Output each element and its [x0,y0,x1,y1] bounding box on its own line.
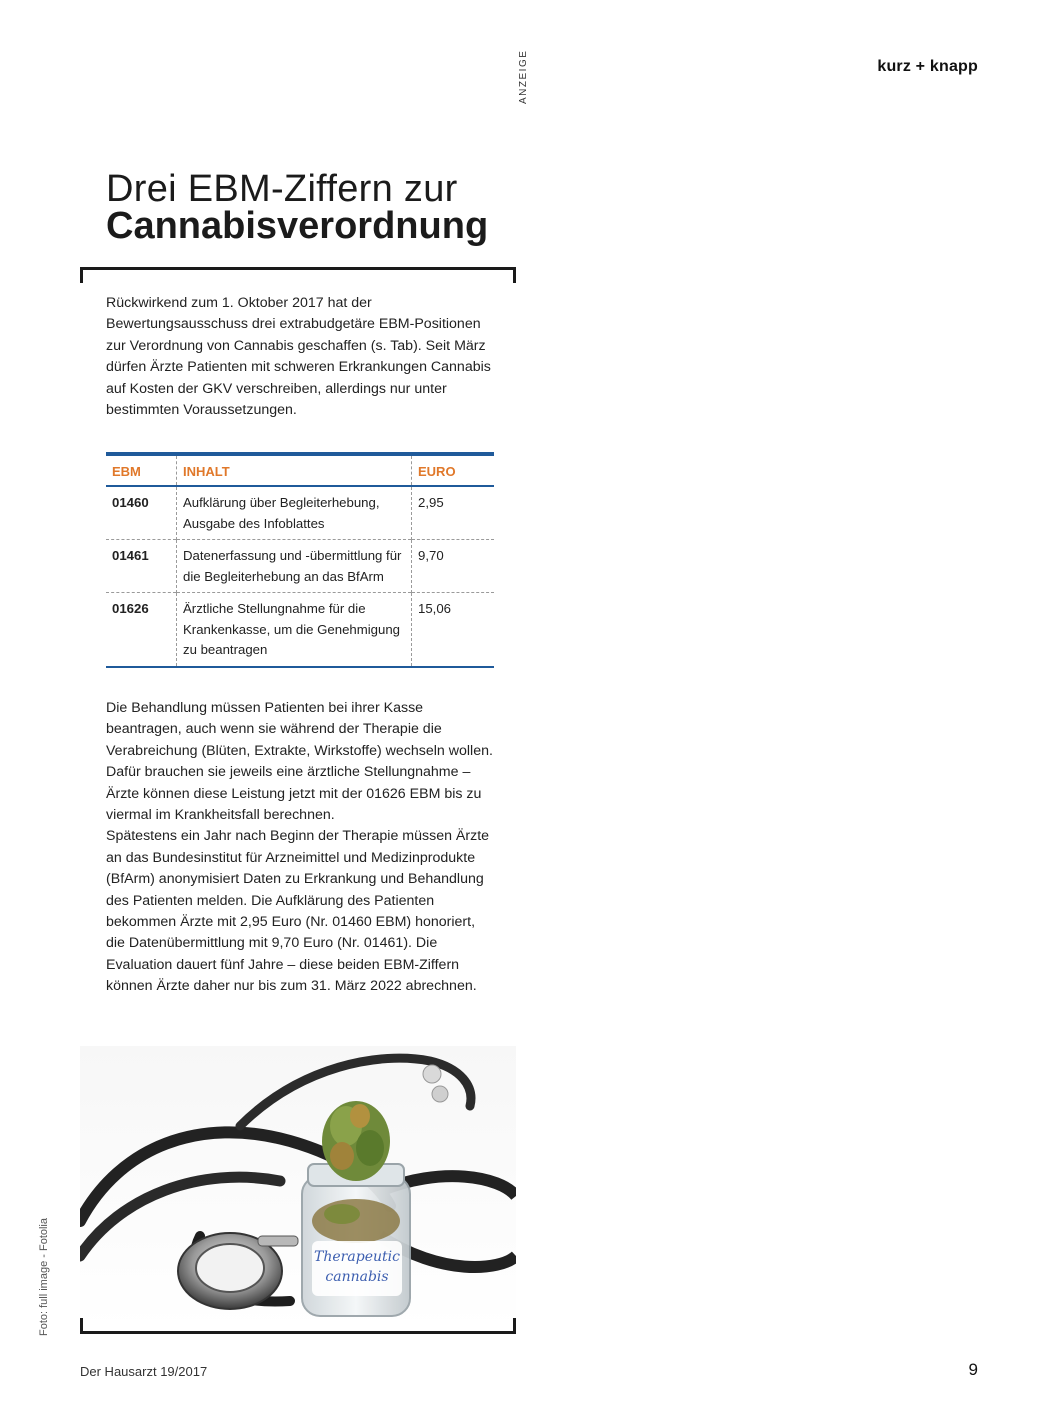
article-title-line2: Cannabisverordnung [106,205,489,247]
ebm-euro: 9,70 [412,540,495,593]
photo-credit: Foto: full image - Fotolia [38,1218,50,1336]
jar-label-line2: cannabis [325,1269,389,1285]
stethoscope-cannabis-photo [80,1046,516,1330]
photo-illustration [80,1046,516,1330]
table-row [106,540,494,593]
body-paragraph-2: Spätestens ein Jahr nach Beginn der Therapie müssen Ärzte an das Bundesinstitut für Arzneimittel und Medizinprodukte (BfArm) anonymisiert Daten zu Erkrankung und Behandlung des Patienten melden. Die Aufklärung des Patienten bekommen Ärzte mit 2,95 Euro (Nr. 01460 EBM) honoriert, die Datenübermittlung mit 9,70 Euro (Nr. 01461). Die Evaluation dauert fünf Jahre – diese beiden EBM-Ziffern können Ärzte daher nur bis zum 31. März 2022 abrechnen. [106,828,490,995]
body-text [106,698,496,998]
header-ebm: EBM [106,454,177,486]
table-row [106,486,494,540]
ebm-table [106,452,494,668]
ebm-content: Datenerfassung und -übermittlung für die Begleiterhebung an das BfArm [177,540,412,593]
advertisement-label: ANZEIGE [518,49,529,104]
frame-bracket-top [80,267,516,283]
ebm-euro: 15,06 [412,593,495,667]
body-paragraph-1: Die Behandlung müssen Patienten bei ihrer Kasse beantragen, auch wenn sie während der Therapie die Verabreichung (Blüten, Extrakte, Wirkstoffe) wechseln wollen. Dafür brauchen sie jeweils eine ärztliche Stellungnahme – Ärzte können diese Leistung jetzt mit der 01626 EBM bis zu viermal im Krankheitsfall berechnen. [106,700,493,824]
section-label: kurz + knapp [877,58,978,75]
intro-text: Rückwirkend zum 1. Oktober 2017 hat der Bewertungsausschuss drei extrabudgetäre EBM-Positionen zur Verordnung von Cannabis geschaffen (s. Tab). Seit März dürfen Ärzte Patienten mit schweren Erkrankungen Cannabis auf Kosten der GKV verschreiben, allerdings nur unter bestimmten Voraussetzungen. [106,295,491,419]
header-inhalt: INHALT [177,454,412,486]
ebm-code: 01461 [106,540,177,593]
publication-footer: Der Hausarzt 19/2017 [80,1364,208,1379]
intro-paragraph [106,293,496,421]
table-row [106,593,494,667]
ebm-code: 01460 [112,495,149,510]
table-header-row [106,454,494,486]
ebm-code: 01626 [106,593,177,667]
header-euro: EURO [412,454,495,486]
frame-bracket-bottom [80,1318,516,1334]
ebm-content: Ärztliche Stellungnahme für die Krankenkasse, um die Genehmigung zu beantragen [177,593,412,667]
ebm-content: Aufklärung über Begleiterhebung, Ausgabe des Infoblattes [177,486,412,540]
article-title-line1: Drei EBM-Ziffern zur [106,168,458,210]
ebm-euro: 2,95 [418,495,444,510]
jar-label-line1: Therapeutic [314,1249,400,1265]
page-number: 9 [968,1360,978,1379]
